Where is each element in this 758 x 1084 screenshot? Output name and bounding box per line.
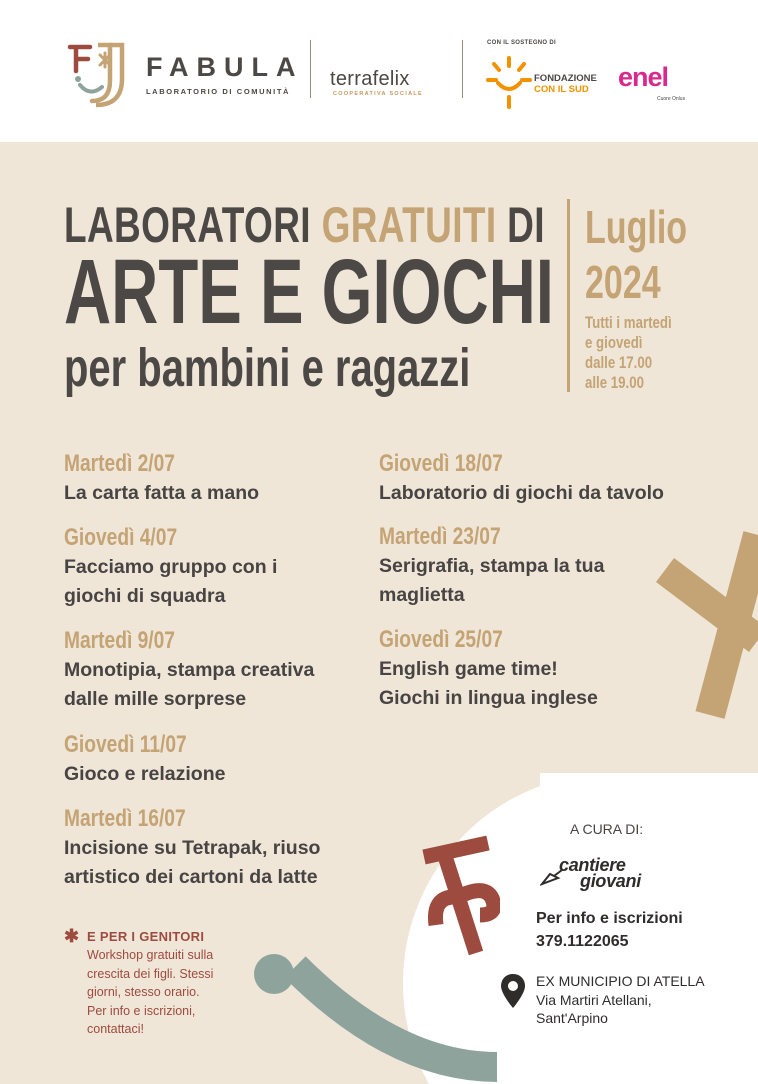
fabula-subtitle: LABORATORIO DI COMUNITÀ — [146, 87, 291, 96]
title-line1-suffix: DI — [496, 197, 545, 253]
event-date: Martedì 9/07 — [64, 627, 175, 654]
schedule-line: dalle 17.00 — [585, 353, 653, 372]
event-date: Giovedì 11/07 — [64, 731, 187, 758]
title-line1-prefix: LABORATORI — [64, 197, 322, 253]
title-line3: per bambini e ragazzi — [64, 338, 471, 398]
sage-arc-icon — [285, 947, 515, 1084]
contact-info-label: Per info e iscrizioni — [536, 910, 683, 927]
support-label: CON IL SOSTEGNO DI — [487, 40, 556, 46]
location-street: Via Martiri Atellani, — [536, 992, 652, 1008]
location-city: Sant'Arpino — [536, 1010, 608, 1026]
parents-title: E PER I GENITORI — [87, 929, 205, 944]
schedule-times — [585, 313, 672, 393]
event-date: Martedì 2/07 — [64, 450, 175, 477]
title-line2: ARTE E GIOCHI — [64, 241, 554, 343]
event-title: giochi di squadra — [64, 585, 226, 607]
gold-asterisk-icon — [650, 530, 758, 720]
schedule-line: alle 19.00 — [585, 373, 644, 392]
terrafelix-subtitle: COOPERATIVA SOCIALE — [333, 91, 423, 97]
parents-line: contattaci! — [87, 1022, 144, 1036]
event-title: artistico dei cartoni da latte — [64, 866, 318, 888]
event-title: La carta fatta a mano — [64, 482, 260, 504]
parents-line: Workshop gratuiti sulla — [87, 948, 214, 962]
enel-wordmark: enel — [618, 62, 669, 92]
contact-phone[interactable]: 379.1122065 — [536, 933, 629, 950]
event-title: Giochi in lingua inglese — [379, 687, 598, 709]
fondazione-name-line1: FONDAZIONE — [534, 73, 597, 84]
parents-line: crescita dei figli. Stessi — [87, 966, 214, 981]
parents-line: Per info e iscrizioni, — [87, 1003, 196, 1018]
event-date: Martedì 16/07 — [64, 805, 186, 832]
header-divider — [462, 40, 463, 98]
organizer-name-line2: giovani — [580, 871, 641, 891]
fondazione-sun-icon — [486, 55, 532, 111]
event-title: Gioco e relazione — [64, 763, 226, 785]
event-title: Serigrafia, stampa la tua — [379, 555, 605, 577]
asterisk-icon: ✱ — [64, 926, 80, 946]
schedule-month: Luglio — [585, 201, 688, 253]
white-corner-panel — [540, 773, 758, 1084]
parents-description — [87, 946, 213, 1039]
event-date: Martedì 23/07 — [379, 523, 501, 550]
sage-dot — [254, 954, 294, 994]
event-date: Giovedì 25/07 — [379, 626, 503, 653]
event-title: dalle mille sorprese — [64, 688, 247, 710]
event-title: Facciamo gruppo con i — [64, 556, 278, 578]
event-date: Giovedì 18/07 — [379, 450, 503, 477]
schedule-divider — [567, 199, 570, 392]
parents-line: giorni, stesso orario. — [87, 985, 200, 999]
header-logos-bar — [0, 0, 758, 142]
schedule-year: 2024 — [585, 256, 661, 309]
organizer-name-line1: cantiere — [559, 855, 626, 875]
fabula-wordmark: FABULA — [146, 52, 304, 82]
location-name: EX MUNICIPIO DI ATELLA — [536, 973, 705, 989]
location-pin-icon — [499, 972, 527, 1010]
header-divider — [310, 40, 311, 98]
schedule-line: Tutti i martedì — [585, 313, 672, 332]
event-title: maglietta — [379, 584, 465, 606]
title-line1-highlight: GRATUITI — [321, 197, 497, 253]
fondazione-name-line2: CON IL SUD — [534, 84, 589, 95]
organizer-label: A CURA DI: — [570, 821, 644, 837]
event-title: English game time! — [379, 658, 558, 680]
event-date: Giovedì 4/07 — [64, 524, 178, 551]
fabula-logo-icon — [66, 41, 134, 109]
event-title: Incisione su Tetrapak, riuso — [64, 837, 321, 859]
terrafelix-wordmark: terrafelix — [330, 68, 410, 90]
rust-f-letter-icon — [420, 835, 500, 957]
schedule-month-year — [585, 200, 687, 310]
schedule-line: e giovedì — [585, 333, 643, 352]
event-title: Monotipia, stampa creativa — [64, 659, 315, 681]
event-title: Laboratorio di giochi da tavolo — [379, 482, 664, 504]
enel-subtitle: Cuore Onlus — [657, 96, 686, 102]
